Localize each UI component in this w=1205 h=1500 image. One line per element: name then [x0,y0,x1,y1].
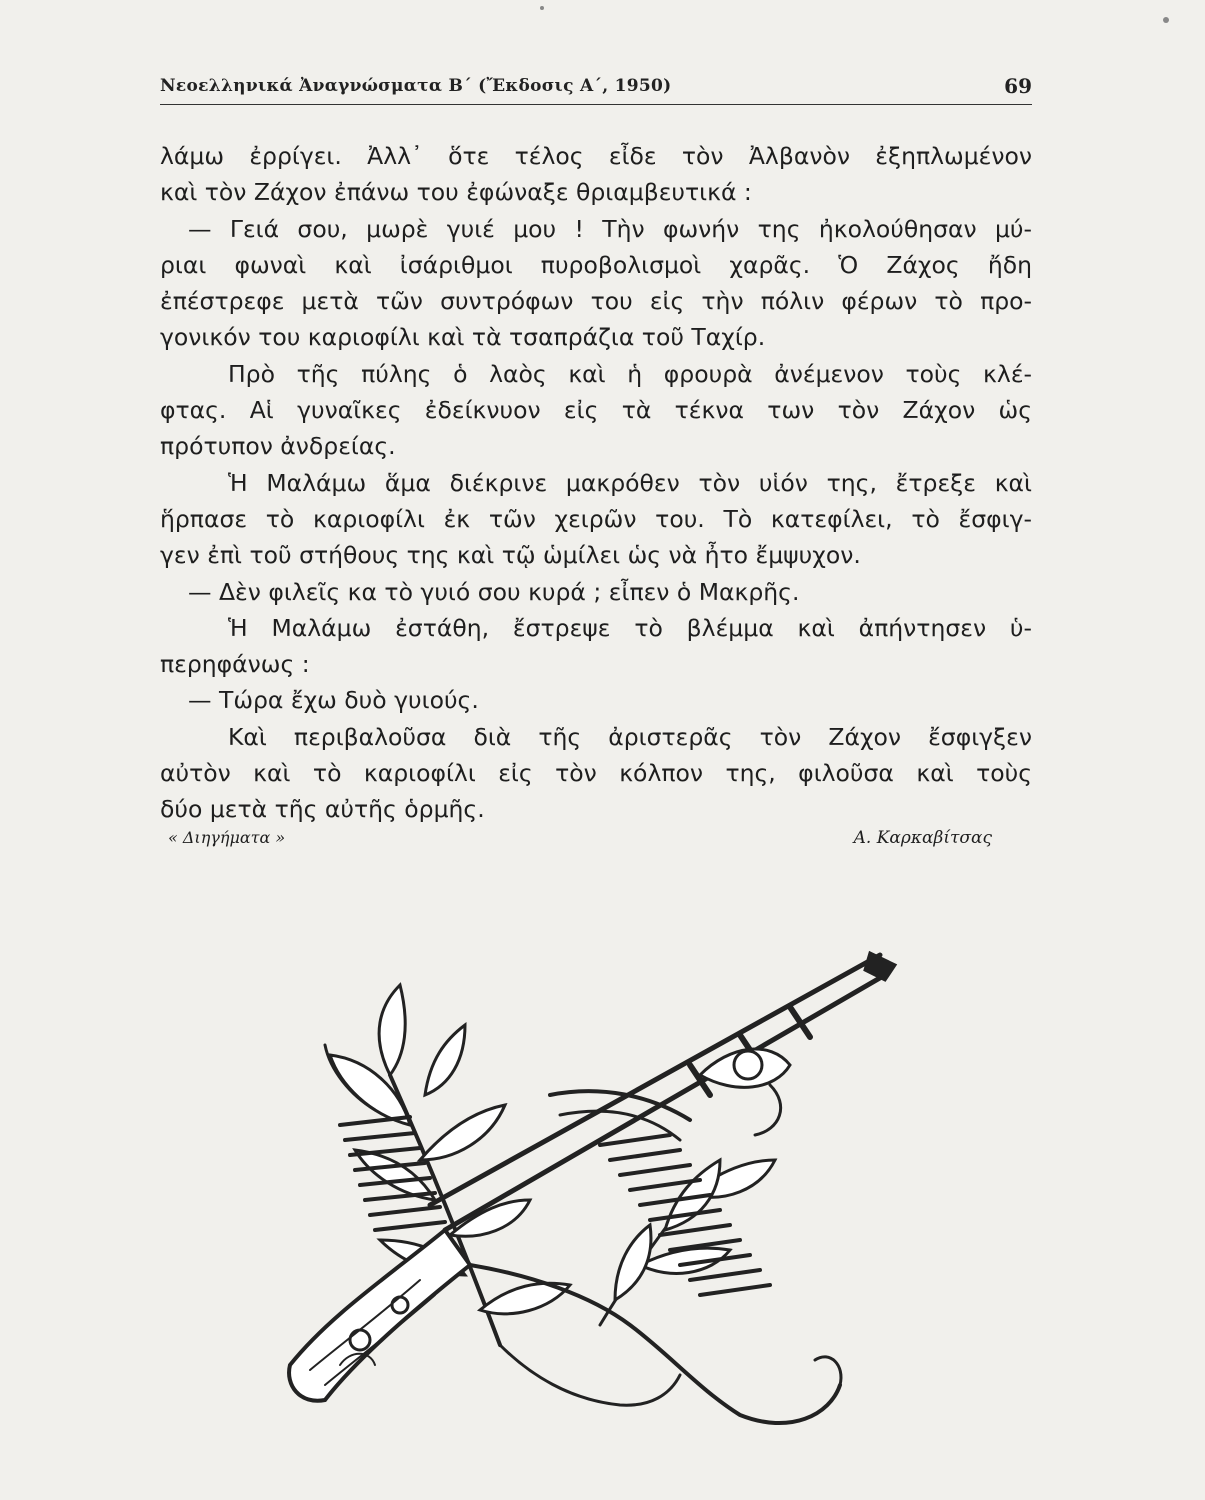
text-line: περηφάνως : [160,650,310,679]
page-number: 69 [1004,74,1032,98]
text-line: φτας. Αἱ γυναῖκες ἐδείκνυον εἰς τὰ τέκνα των τὸν Ζάχον ὡς [160,396,1032,425]
text-line: αὐτὸν καὶ τὸ καριοφίλι εἰς τὸν κόλπον της, φιλοῦσα καὶ τοὺς [160,759,1032,788]
text-line: ριαι φωναὶ καὶ ἰσάριθμοι πυροβολισμοὶ χαρᾶς. Ὁ Ζάχος ἤδη [160,250,1032,279]
text-line: ἐπέστρεφε μετὰ τῶν συντρόφων του εἰς τὴν πόλιν φέρων τὸ προ- [160,287,1032,316]
text-line: Ἡ Μαλάμω ἐστάθη, ἔστρεψε τὸ βλέμμα καὶ ἀπήντησεν ὑ- [228,613,1032,642]
text-line: ἥρπασε τὸ καριοφίλι ἐκ τῶν χειρῶν του. Τὸ κατεφίλει, τὸ ἔσφιγ- [160,504,1032,533]
story-text [160,138,1032,828]
text-line: λάμω ἐρρίγει. Ἀλλ᾽ ὅτε τέλος εἶδε τὸν Ἀλβανὸν ἐξηπλωμένον [160,142,1032,170]
text-line: δύο μετὰ τῆς αὐτῆς ὁρμῆς. [160,795,485,824]
text-line: πρότυπον ἀνδρείας. [160,432,396,461]
text-line: Ἡ Μαλάμω ἅμα διέκρινε μακρόθεν τὸν υἱόν της, ἔτρεξε καὶ [228,468,1032,497]
running-header [160,70,1032,105]
paper-speck [540,6,544,10]
text-line: — Τώρα ἔχω δυὸ γυιούς. [188,686,479,715]
rifle-with-laurel-and-ribbon-icon [270,945,910,1440]
text-line: γονικόν του καριοφίλι καὶ τὰ τσαπράζια τοῦ Ταχίρ. [160,323,766,352]
header-title: Νεοελληνικά Ἀναγνώσματα Β΄ (Ἔκδοσις Α΄, 1950) [160,76,672,96]
text-line: Πρὸ τῆς πύλης ὁ λαὸς καὶ ἡ φρουρὰ ἀνέμενον τοὺς κλέ- [228,359,1032,388]
text-line: γεν ἐπὶ τοῦ στήθους της καὶ τῷ ὡμίλει ὡς νὰ ἦτο ἔμψυχον. [160,541,861,570]
paper-speck [1163,17,1169,23]
text-line: — Γειά σου, μωρὲ γυιέ μου ! Τὴν φωνήν της ἠκολούθησαν μύ- [188,214,1032,243]
text-line: καὶ τὸν Ζάχον ἐπάνω του ἐφώναξε θριαμβευτικά : [160,178,752,207]
author-name: Α. Καρκαβίτσας [853,828,992,848]
attribution [160,828,1032,854]
text-line: — Δὲν φιλεῖς κα τὸ γυιό σου κυρά ; εἶπεν ὁ Μακρῆς. [188,577,800,606]
source-title: « Διηγήματα » [168,828,286,847]
text-line: Καὶ περιβαλοῦσα διὰ τῆς ἀριστερᾶς τὸν Ζάχον ἔσφιγξεν [228,722,1032,751]
